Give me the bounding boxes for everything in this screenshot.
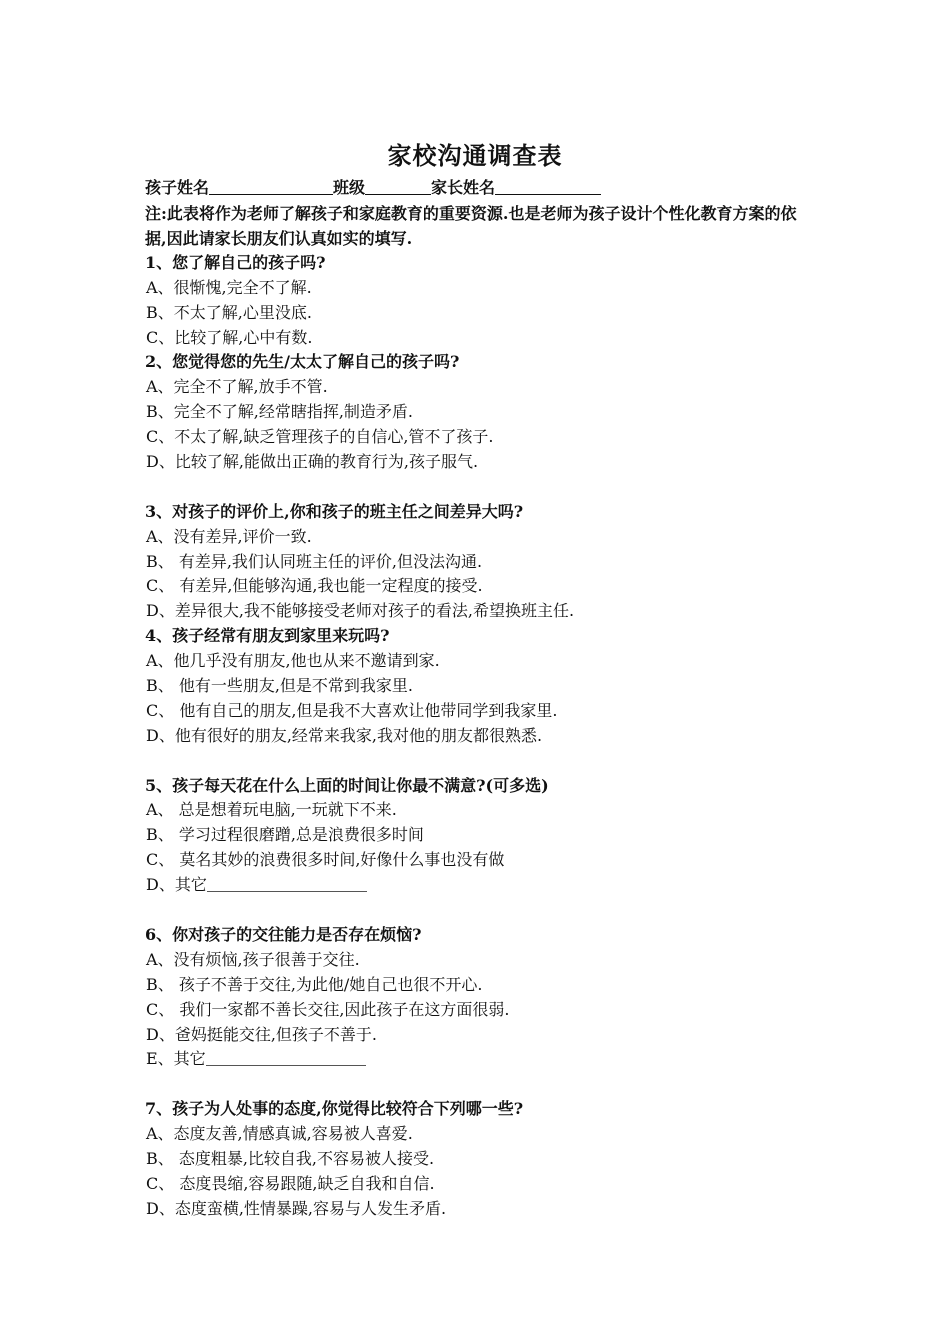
- child-name-label: 孩子姓名: [145, 178, 210, 197]
- spacer: [145, 898, 815, 923]
- option-6-b[interactable]: B、 孩子不善于交往,为此他/她自己也很不开心.: [146, 974, 483, 994]
- option-7-a[interactable]: A、态度友善,情感真诚,容易被人喜爱.: [146, 1124, 413, 1144]
- option-5-b[interactable]: B、 学习过程很磨蹭,总是浪费很多时间: [146, 825, 424, 845]
- class-field[interactable]: [365, 176, 431, 195]
- option-1-b[interactable]: B、不太了解,心里没底.: [146, 302, 312, 322]
- question-1: 1、您了解自己的孩子吗?: [145, 252, 326, 272]
- option-7-b[interactable]: B、 态度粗暴,比较自我,不容易被人接受.: [146, 1148, 435, 1168]
- child-name-field[interactable]: [209, 176, 333, 195]
- option-3-c[interactable]: C、 有差异,但能够沟通,我也能一定程度的接受.: [146, 576, 483, 596]
- spacer: [145, 475, 815, 500]
- question-7: 7、孩子为人处事的态度,你觉得比较符合下列哪一些?: [145, 1099, 524, 1119]
- question-6: 6、你对孩子的交往能力是否存在烦恼?: [145, 924, 422, 944]
- parent-name-field[interactable]: [495, 176, 601, 195]
- option-6-e[interactable]: [145, 1047, 815, 1072]
- parent-name-label: 家长姓名: [431, 178, 496, 197]
- option-5-d-label: D、其它: [146, 875, 207, 895]
- option-7-c[interactable]: C、 态度畏缩,容易跟随,缺乏自我和自信.: [146, 1173, 435, 1193]
- option-4-a[interactable]: A、他几乎没有朋友,他也从来不邀请到家.: [146, 651, 440, 671]
- option-2-d[interactable]: D、比较了解,能做出正确的教育行为,孩子服气.: [146, 452, 479, 472]
- spacer: [145, 1072, 815, 1097]
- other-field[interactable]: [206, 1047, 366, 1066]
- option-2-a[interactable]: A、完全不了解,放手不管.: [146, 377, 328, 397]
- survey-content: [145, 176, 815, 1222]
- question-2: 2、您觉得您的先生/太太了解自己的孩子吗?: [145, 352, 460, 372]
- option-5-d[interactable]: [145, 873, 815, 898]
- option-2-c[interactable]: C、不太了解,缺乏管理孩子的自信心,管不了孩子.: [146, 427, 494, 447]
- survey-note: 注:此表将作为老师了解孩子和家庭教育的重要资源.也是老师为孩子设计个性化教育方案的依据,因此请家长朋友们认真如实的填写.: [145, 203, 797, 248]
- class-label: 班级: [333, 178, 366, 197]
- option-3-d[interactable]: D、差异很大,我不能够接受老师对孩子的看法,希望换班主任.: [146, 601, 575, 621]
- other-field[interactable]: [207, 873, 367, 892]
- option-4-c[interactable]: C、 他有自己的朋友,但是我不大喜欢让他带同学到我家里.: [146, 700, 558, 720]
- option-6-c[interactable]: C、 我们一家都不善长交往,因此孩子在这方面很弱.: [146, 999, 510, 1019]
- option-4-b[interactable]: B、 他有一些朋友,但是不常到我家里.: [146, 676, 414, 696]
- option-6-a[interactable]: A、没有烦恼,孩子很善于交往.: [146, 949, 360, 969]
- option-5-a[interactable]: A、 总是想着玩电脑,一玩就下不来.: [146, 800, 397, 820]
- option-7-d[interactable]: D、态度蛮横,性情暴躁,容易与人发生矛盾.: [146, 1198, 447, 1218]
- page-title: 家校沟通调查表: [387, 141, 563, 170]
- option-6-e-label: E、其它: [146, 1049, 206, 1069]
- option-1-a[interactable]: A、很惭愧,完全不了解.: [146, 277, 312, 297]
- question-3: 3、对孩子的评价上,你和孩子的班主任之间差异大吗?: [145, 501, 524, 521]
- option-1-c[interactable]: C、比较了解,心中有数.: [146, 327, 313, 347]
- option-2-b[interactable]: B、完全不了解,经常瞎指挥,制造矛盾.: [146, 402, 414, 422]
- header-fields: [145, 176, 815, 201]
- spacer: [145, 749, 815, 774]
- option-3-a[interactable]: A、没有差异,评价一致.: [146, 526, 312, 546]
- option-5-c[interactable]: C、 莫名其妙的浪费很多时间,好像什么事也没有做: [146, 850, 505, 870]
- question-5: 5、孩子每天花在什么上面的时间让你最不满意?(可多选): [145, 775, 549, 795]
- option-4-d[interactable]: D、他有很好的朋友,经常来我家,我对他的朋友都很熟悉.: [146, 725, 543, 745]
- question-4: 4、孩子经常有朋友到家里来玩吗?: [145, 626, 390, 646]
- option-3-b[interactable]: B、 有差异,我们认同班主任的评价,但没法沟通.: [146, 551, 483, 571]
- option-6-d[interactable]: D、爸妈挺能交往,但孩子不善于.: [146, 1024, 378, 1044]
